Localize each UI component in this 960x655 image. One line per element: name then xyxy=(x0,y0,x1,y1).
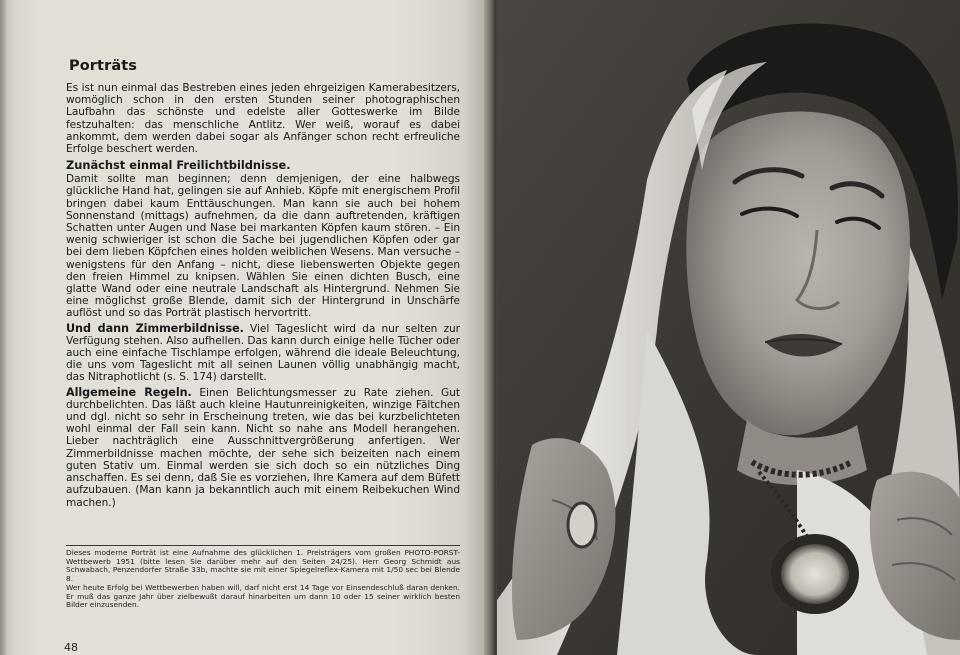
subheading-zimmer: Und dann Zimmerbildnisse. xyxy=(66,321,244,335)
caption-divider xyxy=(66,545,460,546)
paragraph-zimmer xyxy=(66,323,460,384)
portrait-image xyxy=(497,0,960,655)
paragraph-regeln xyxy=(66,387,460,509)
paragraph-zimmer-text: Viel Tageslicht wird da nur selten zur Verfügung stehen. Also aufhellen. Das kann durch einige helle Tücher oder auch eine einfache Tischlampe erfolgen, während die ideale Beleuchtung, die uns vom Tageslicht mit all seinen Launen völlig unabhängig macht, das Nitraphotlicht (s. S. 174) darstellt. xyxy=(66,322,460,384)
caption-line-2: Wer heute Erfolg bei Wettbewerben haben will, darf nicht erst 14 Tage vor Einsendeschluß daran denken. Er muß das ganze Jahr über zielbewußt darauf hinarbeiten um dann 10 oder 15 seiner wirklich besten Bilder einzusenden. xyxy=(66,582,460,610)
paragraph-regeln-text: Einen Belichtungsmesser zu Rate ziehen. Gut durchbelichten. Das läßt auch kleine Hautunreinigkeiten, winzige Fältchen und dgl. nicht so sehr in Erscheinung treten, wie das bei kurzbelichteten wohl einmal der Fall sein kann. Nicht so nahe ans Modell herangehen. Lieber nachträglich eine Ausschnittvergrößerung anfertigen. Wer Zimmerbildnisse machen möchte, der sehe sich beizeiten nach einem guten Stativ um. Einmal werden sie sich doch so ein nützliches Ding anschaffen. Es sei denn, daß Sie es vorziehen, Ihre Kamera auf dem Büfett aufzubauen. (Man kann ja bekanntlich auch mit einem Reibekuchen Wind machen.) xyxy=(66,386,460,509)
portrait-photo xyxy=(497,0,960,655)
article-text xyxy=(66,58,460,509)
photo-caption xyxy=(66,549,460,610)
paragraph-freilicht: Damit sollte man beginnen; denn demjenigen, der eine halbwegs glückliche Hand hat, gelingen sie auf Anhieb. Köpfe mit energischem Profil bringen dabei kaum Enttäuschungen. Man kann sie auch bei hohem Sonnenstand (mittags) aufnehmen, da die dann auftretenden, kräftigen Schatten unter Augen und Nase bei markanten Köpfen kaum stören. – Ein wenig schwieriger ist schon die Sache bei jugendlichen Köpfen oder gar bei dem lieben Köpfchen eines holden weiblichen Wesens. Man versuche – wenigstens für den Anfang – nicht, diese liebenswerten Objekte gegen den freien Himmel zu knipsen. Wählen Sie einen dichten Busch, eine glatte Wand oder eine neutrale Landschaft als Hintergrund. Nehmen Sie eine möglichst große Blende, damit sich der Hintergrund in Unschärfe auflöst und so das Porträt plastisch hervortritt. xyxy=(66,173,460,320)
subheading-regeln: Allgemeine Regeln. xyxy=(66,385,192,399)
subheading-freilicht: Zunächst einmal Freilichtbildnisse. xyxy=(66,158,291,173)
caption-line-1: Dieses moderne Porträt ist eine Aufnahme des glücklichen 1. Preisträgers vom großen PHOTO-PORST-Wettbewerb 1951 (bitte lesen Sie darüber mehr auf den Seiten 24/25). Herr Georg Schmidt aus Schwabach, Penzendorfer Straße 33b, machte sie mit einer Spiegelreflex-Kamera mit 1/50 sec bei Blende 8. xyxy=(66,548,460,584)
page-number: 48 xyxy=(64,641,78,654)
page-edge xyxy=(0,0,6,655)
page-title: Porträts xyxy=(69,58,137,74)
paragraph-intro: Es ist nun einmal das Bestreben eines jeden ehrgeizigen Kamerabesitzers, womöglich schon in den ersten Stunden seiner photographischen Laufbahn das schönste und edelste aller Gotteswerke im Bilde festzuhalten: das menschliche Antlitz. Wer weiß, worauf es dabei ankommt, dem werden dabei sogar als Anfänger schon recht erfreuliche Erfolge beschert werden. xyxy=(66,82,460,156)
